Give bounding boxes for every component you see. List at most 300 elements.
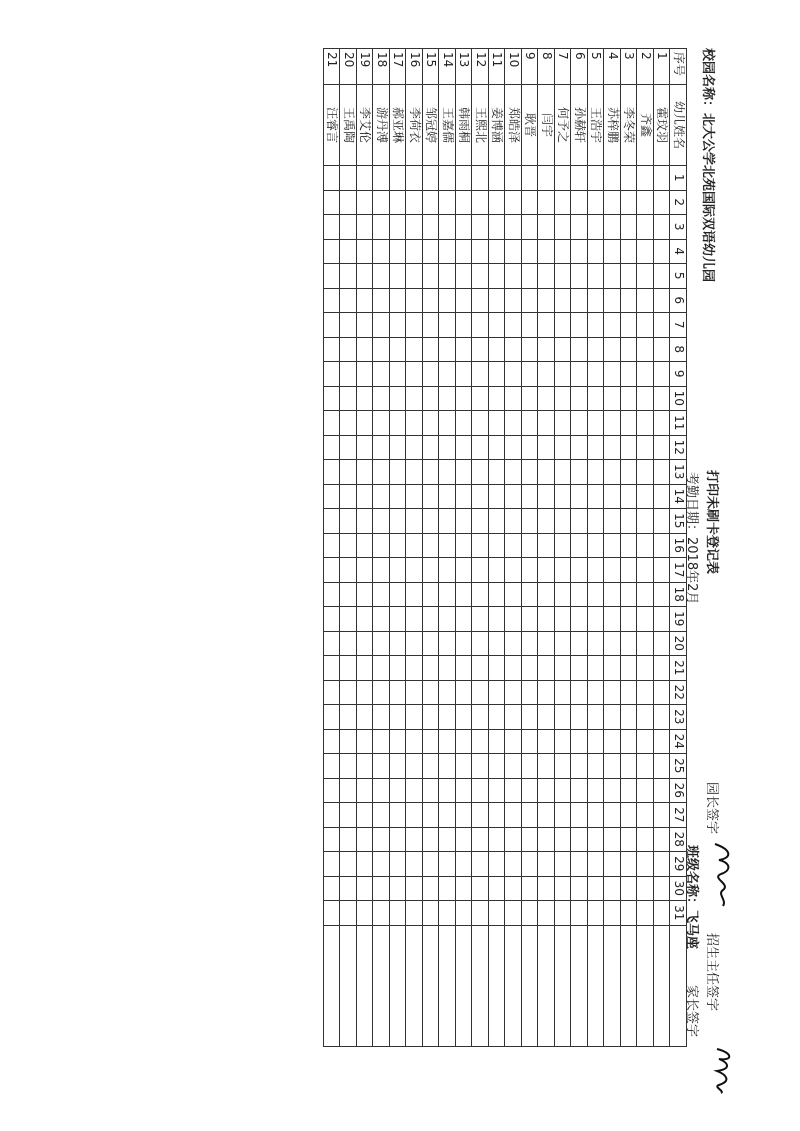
- day-cell: [472, 313, 489, 338]
- day-cell: [571, 827, 588, 852]
- day-cell: [555, 558, 572, 583]
- day-cell: [423, 778, 440, 803]
- day-cell: [324, 827, 341, 852]
- day-cell: [637, 803, 654, 828]
- day-cell: [505, 729, 522, 754]
- day-cell: [522, 386, 539, 411]
- day-cell: [324, 460, 341, 485]
- day-cell: [390, 362, 407, 387]
- day-cell: [373, 827, 390, 852]
- day-cell: [621, 754, 638, 779]
- day-cell: [439, 239, 456, 264]
- day-cell: [522, 313, 539, 338]
- day-cell: [472, 754, 489, 779]
- day-cell: [555, 901, 572, 926]
- day-cell: [637, 435, 654, 460]
- day-header: 9: [670, 362, 687, 387]
- day-cell: [423, 313, 440, 338]
- day-cell: [522, 264, 539, 289]
- day-cell: [489, 533, 506, 558]
- day-cell: [423, 239, 440, 264]
- day-cell: [654, 362, 671, 387]
- day-cell: [522, 362, 539, 387]
- day-cell: [324, 656, 341, 681]
- day-cell: [588, 288, 605, 313]
- day-cell: [439, 803, 456, 828]
- day-cell: [340, 827, 357, 852]
- day-cell: [654, 607, 671, 632]
- day-cell: [472, 386, 489, 411]
- day-cell: [373, 754, 390, 779]
- table-row: [555, 49, 572, 1047]
- day-cell: [390, 705, 407, 730]
- day-cell: [340, 705, 357, 730]
- day-cell: [571, 166, 588, 191]
- day-cell: [555, 705, 572, 730]
- row-seq: 1: [654, 49, 671, 85]
- day-cell: [555, 435, 572, 460]
- day-cell: [456, 313, 473, 338]
- day-cell: [340, 239, 357, 264]
- day-cell: [555, 239, 572, 264]
- day-cell: [406, 705, 423, 730]
- day-cell: [489, 656, 506, 681]
- child-name: 游丹溥: [373, 85, 390, 166]
- day-cell: [538, 778, 555, 803]
- day-cell: [588, 239, 605, 264]
- day-cell: [505, 680, 522, 705]
- day-cell: [324, 607, 341, 632]
- day-cell: [324, 729, 341, 754]
- day-cell: [472, 362, 489, 387]
- day-cell: [472, 607, 489, 632]
- day-cell: [571, 386, 588, 411]
- day-cell: [588, 582, 605, 607]
- day-cell: [423, 435, 440, 460]
- day-cell: [621, 190, 638, 215]
- day-cell: [538, 876, 555, 901]
- day-cell: [604, 656, 621, 681]
- day-cell: [637, 876, 654, 901]
- day-cell: [621, 337, 638, 362]
- day-cell: [522, 827, 539, 852]
- day-cell: [621, 852, 638, 877]
- day-cell: [637, 288, 654, 313]
- day-cell: [456, 852, 473, 877]
- child-name: 姜博涵: [489, 85, 506, 166]
- day-cell: [637, 484, 654, 509]
- day-cell: [472, 190, 489, 215]
- table-row: [390, 49, 407, 1047]
- day-cell: [489, 411, 506, 436]
- day-cell: [637, 264, 654, 289]
- day-header: 11: [670, 411, 687, 436]
- day-cell: [423, 362, 440, 387]
- day-cell: [489, 729, 506, 754]
- day-cell: [472, 533, 489, 558]
- day-cell: [439, 729, 456, 754]
- day-cell: [472, 215, 489, 240]
- day-cell: [505, 460, 522, 485]
- parent-sign-cell: [324, 925, 341, 1046]
- day-cell: [505, 435, 522, 460]
- day-cell: [538, 680, 555, 705]
- day-cell: [423, 680, 440, 705]
- day-cell: [604, 901, 621, 926]
- day-cell: [472, 631, 489, 656]
- day-cell: [621, 876, 638, 901]
- day-cell: [522, 509, 539, 534]
- day-cell: [373, 215, 390, 240]
- day-cell: [489, 337, 506, 362]
- day-cell: [472, 288, 489, 313]
- day-cell: [604, 215, 621, 240]
- day-cell: [357, 656, 374, 681]
- day-cell: [472, 778, 489, 803]
- day-cell: [439, 533, 456, 558]
- day-cell: [654, 729, 671, 754]
- day-cell: [489, 190, 506, 215]
- day-cell: [406, 607, 423, 632]
- child-name: 王浩宇: [588, 85, 605, 166]
- day-cell: [456, 656, 473, 681]
- day-cell: [654, 680, 671, 705]
- day-cell: [505, 852, 522, 877]
- table-row: [621, 49, 638, 1047]
- row-seq: 5: [588, 49, 605, 85]
- day-cell: [538, 729, 555, 754]
- day-header: 4: [670, 239, 687, 264]
- parent-sign-cell: [439, 925, 456, 1046]
- day-cell: [390, 215, 407, 240]
- day-cell: [472, 656, 489, 681]
- day-cell: [439, 901, 456, 926]
- day-cell: [472, 558, 489, 583]
- day-cell: [522, 484, 539, 509]
- day-cell: [456, 705, 473, 730]
- day-cell: [522, 558, 539, 583]
- child-name: 邹冠婷: [423, 85, 440, 166]
- day-cell: [439, 288, 456, 313]
- child-name: 王嘉儒: [439, 85, 456, 166]
- day-cell: [472, 460, 489, 485]
- day-cell: [324, 190, 341, 215]
- day-cell: [373, 313, 390, 338]
- day-cell: [390, 631, 407, 656]
- day-cell: [390, 190, 407, 215]
- day-cell: [390, 460, 407, 485]
- parent-sign-cell: [654, 925, 671, 1046]
- day-cell: [604, 852, 621, 877]
- day-cell: [357, 680, 374, 705]
- child-name: 何予之: [555, 85, 572, 166]
- day-cell: [489, 288, 506, 313]
- day-cell: [373, 705, 390, 730]
- day-header: 7: [670, 313, 687, 338]
- day-cell: [588, 386, 605, 411]
- day-cell: [604, 582, 621, 607]
- day-cell: [390, 435, 407, 460]
- day-cell: [423, 460, 440, 485]
- day-cell: [423, 827, 440, 852]
- day-cell: [505, 166, 522, 191]
- day-cell: [654, 754, 671, 779]
- row-seq: 2: [637, 49, 654, 85]
- row-seq: 10: [505, 49, 522, 85]
- day-header: 22: [670, 680, 687, 705]
- day-cell: [357, 288, 374, 313]
- day-cell: [390, 901, 407, 926]
- day-cell: [340, 901, 357, 926]
- day-cell: [456, 901, 473, 926]
- day-cell: [555, 190, 572, 215]
- table-row: [439, 49, 456, 1047]
- day-cell: [373, 558, 390, 583]
- day-header: 23: [670, 705, 687, 730]
- day-cell: [571, 509, 588, 534]
- day-cell: [621, 435, 638, 460]
- day-cell: [621, 362, 638, 387]
- day-cell: [522, 215, 539, 240]
- day-cell: [340, 313, 357, 338]
- day-cell: [538, 705, 555, 730]
- day-cell: [423, 288, 440, 313]
- day-cell: [571, 190, 588, 215]
- day-cell: [538, 190, 555, 215]
- day-cell: [505, 631, 522, 656]
- day-cell: [472, 729, 489, 754]
- day-cell: [324, 558, 341, 583]
- day-cell: [373, 778, 390, 803]
- day-cell: [571, 705, 588, 730]
- day-cell: [621, 509, 638, 534]
- day-cell: [571, 288, 588, 313]
- day-cell: [406, 362, 423, 387]
- day-cell: [538, 631, 555, 656]
- day-cell: [456, 166, 473, 191]
- day-header: 6: [670, 288, 687, 313]
- day-cell: [555, 876, 572, 901]
- day-cell: [505, 264, 522, 289]
- day-cell: [439, 166, 456, 191]
- day-cell: [390, 729, 407, 754]
- day-cell: [357, 190, 374, 215]
- day-cell: [472, 901, 489, 926]
- day-cell: [588, 705, 605, 730]
- day-cell: [423, 729, 440, 754]
- day-cell: [538, 313, 555, 338]
- table-row: [538, 49, 555, 1047]
- day-cell: [654, 778, 671, 803]
- day-cell: [489, 239, 506, 264]
- day-cell: [637, 239, 654, 264]
- day-cell: [357, 460, 374, 485]
- day-header: 19: [670, 607, 687, 632]
- day-cell: [588, 607, 605, 632]
- day-cell: [505, 509, 522, 534]
- day-cell: [538, 337, 555, 362]
- day-cell: [571, 680, 588, 705]
- class-name: 班级名称：飞马座: [684, 845, 699, 950]
- day-cell: [324, 411, 341, 436]
- day-cell: [340, 754, 357, 779]
- day-cell: [357, 827, 374, 852]
- table-row: [571, 49, 588, 1047]
- day-cell: [423, 264, 440, 289]
- day-cell: [637, 705, 654, 730]
- day-cell: [555, 484, 572, 509]
- day-cell: [522, 631, 539, 656]
- day-cell: [505, 411, 522, 436]
- row-seq: 18: [373, 49, 390, 85]
- day-cell: [324, 386, 341, 411]
- day-cell: [390, 754, 407, 779]
- day-cell: [406, 313, 423, 338]
- day-cell: [654, 656, 671, 681]
- day-cell: [604, 827, 621, 852]
- day-cell: [390, 386, 407, 411]
- day-cell: [538, 288, 555, 313]
- day-cell: [637, 190, 654, 215]
- day-cell: [637, 460, 654, 485]
- day-cell: [406, 803, 423, 828]
- day-cell: [406, 386, 423, 411]
- row-seq: 14: [439, 49, 456, 85]
- day-cell: [621, 705, 638, 730]
- day-cell: [604, 876, 621, 901]
- day-cell: [571, 484, 588, 509]
- day-cell: [604, 411, 621, 436]
- day-cell: [357, 803, 374, 828]
- day-cell: [489, 435, 506, 460]
- day-cell: [373, 509, 390, 534]
- day-cell: [357, 264, 374, 289]
- day-cell: [390, 533, 407, 558]
- day-cell: [357, 582, 374, 607]
- row-seq: 9: [522, 49, 539, 85]
- day-cell: [390, 239, 407, 264]
- day-cell: [340, 509, 357, 534]
- day-cell: [324, 239, 341, 264]
- parent-sign-cell: [604, 925, 621, 1046]
- day-header: 1: [670, 166, 687, 191]
- day-cell: [340, 166, 357, 191]
- day-cell: [324, 582, 341, 607]
- day-cell: [489, 582, 506, 607]
- day-cell: [621, 729, 638, 754]
- parent-sign-header: [670, 925, 687, 1046]
- day-cell: [654, 803, 671, 828]
- day-cell: [604, 239, 621, 264]
- day-cell: [472, 484, 489, 509]
- day-cell: [489, 313, 506, 338]
- day-cell: [604, 754, 621, 779]
- day-cell: [406, 852, 423, 877]
- day-cell: [373, 631, 390, 656]
- day-cell: [588, 852, 605, 877]
- day-cell: [637, 827, 654, 852]
- day-cell: [489, 509, 506, 534]
- day-cell: [456, 803, 473, 828]
- parent-sign-cell: [555, 925, 572, 1046]
- day-cell: [555, 362, 572, 387]
- day-cell: [340, 288, 357, 313]
- day-cell: [390, 827, 407, 852]
- day-cell: [373, 803, 390, 828]
- day-cell: [324, 337, 341, 362]
- parent-sign-cell: [390, 925, 407, 1046]
- day-cell: [340, 411, 357, 436]
- day-cell: [654, 166, 671, 191]
- day-cell: [340, 852, 357, 877]
- day-cell: [340, 460, 357, 485]
- day-header: 16: [670, 533, 687, 558]
- day-cell: [439, 778, 456, 803]
- day-cell: [357, 876, 374, 901]
- day-cell: [555, 533, 572, 558]
- day-cell: [637, 901, 654, 926]
- day-cell: [604, 313, 621, 338]
- day-cell: [439, 680, 456, 705]
- row-seq: 3: [621, 49, 638, 85]
- day-cell: [555, 264, 572, 289]
- parent-sign-label: 家长签字: [684, 985, 699, 1038]
- day-cell: [588, 901, 605, 926]
- day-cell: [604, 607, 621, 632]
- day-header: 26: [670, 778, 687, 803]
- day-cell: [373, 362, 390, 387]
- table-row: [637, 49, 654, 1047]
- day-cell: [357, 435, 374, 460]
- day-cell: [538, 607, 555, 632]
- day-cell: [555, 411, 572, 436]
- day-cell: [555, 680, 572, 705]
- day-cell: [439, 435, 456, 460]
- day-cell: [637, 509, 654, 534]
- day-cell: [439, 190, 456, 215]
- day-cell: [423, 509, 440, 534]
- day-cell: [324, 680, 341, 705]
- day-cell: [439, 558, 456, 583]
- day-cell: [538, 411, 555, 436]
- day-cell: [588, 190, 605, 215]
- day-cell: [439, 754, 456, 779]
- day-cell: [390, 337, 407, 362]
- col-seq-header: 序号: [670, 49, 687, 85]
- child-name: 李冬荣: [621, 85, 638, 166]
- table-row: [472, 49, 489, 1047]
- day-cell: [621, 411, 638, 436]
- day-cell: [588, 631, 605, 656]
- day-cell: [472, 827, 489, 852]
- day-cell: [505, 239, 522, 264]
- day-cell: [555, 631, 572, 656]
- day-cell: [423, 754, 440, 779]
- day-cell: [406, 582, 423, 607]
- day-cell: [637, 582, 654, 607]
- day-cell: [456, 533, 473, 558]
- day-cell: [423, 337, 440, 362]
- day-cell: [522, 288, 539, 313]
- attendance-table: [323, 48, 687, 1047]
- day-cell: [456, 607, 473, 632]
- day-cell: [357, 754, 374, 779]
- day-cell: [505, 901, 522, 926]
- day-cell: [555, 215, 572, 240]
- day-cell: [489, 484, 506, 509]
- day-cell: [588, 778, 605, 803]
- principal-sign-label: 园长签字: [704, 782, 719, 835]
